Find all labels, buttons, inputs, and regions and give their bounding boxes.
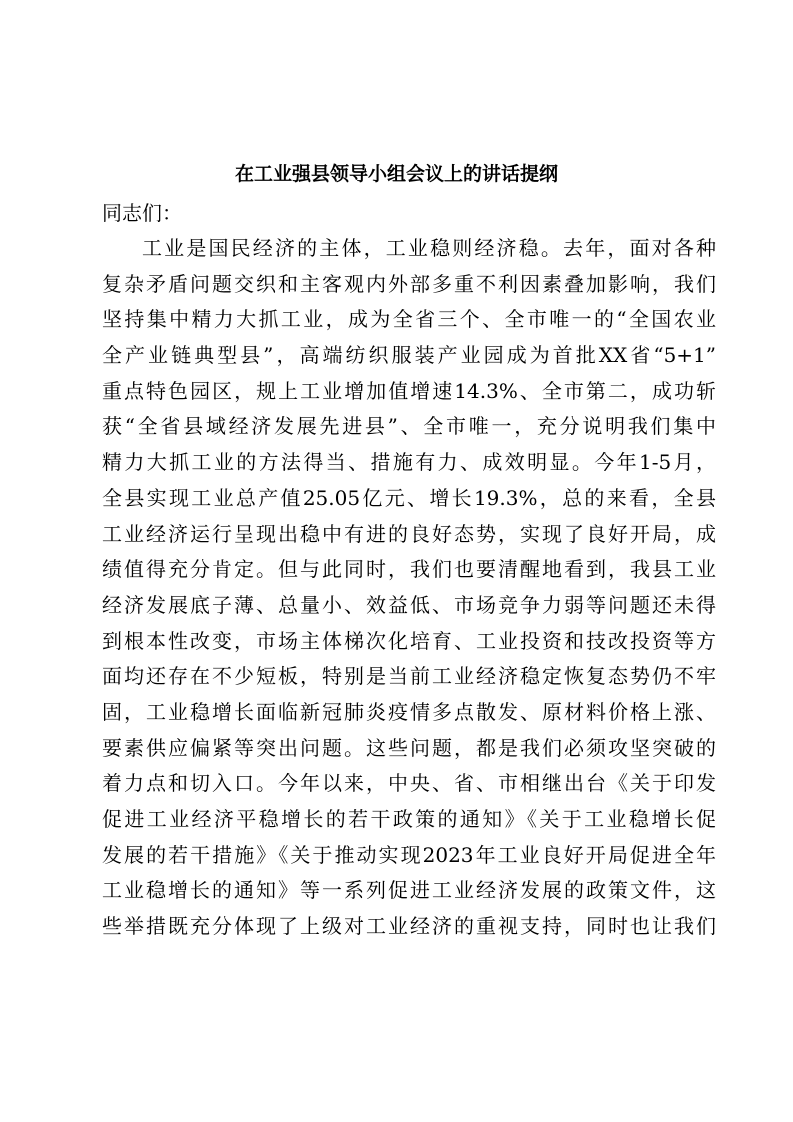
text-line: 重点特色园区，规上工业增加值增速14.3%、全市第二，成功斩 — [102, 378, 716, 403]
salutation: 同志们： — [102, 201, 182, 225]
body-paragraph — [102, 231, 716, 945]
document-title: 在工业强县领导小组会议上的讲话提纲 — [234, 163, 558, 185]
text-line: 复杂矛盾问题交织和主客观内外部多重不利因素叠加影响，我们 — [102, 271, 716, 296]
text-line: 工业稳增长的通知》等一系列促进工业经济发展的政策文件，这 — [102, 878, 716, 903]
text-line: 全产业链典型县”，高端纺织服装产业园成为首批XX省“5+1” — [102, 343, 716, 368]
text-line: 面均还存在不少短板，特别是当前工业经济稳定恢复态势仍不牢 — [102, 664, 716, 689]
text-line: 绩值得充分肯定。但与此同时，我们也要清醒地看到，我县工业 — [102, 557, 716, 582]
text-line: 要素供应偏紧等突出问题。这些问题，都是我们必须攻坚突破的 — [102, 735, 716, 760]
text-line: 到根本性改变，市场主体梯次化培育、工业投资和技改投资等方 — [102, 628, 716, 653]
text-line: 些举措既充分体现了上级对工业经济的重视支持，同时也让我们 — [102, 914, 716, 939]
text-line: 坚持集中精力大抓工业，成为全省三个、全市唯一的“全国农业 — [102, 307, 716, 332]
text-line: 精力大抓工业的方法得当、措施有力、成效明显。今年1-5月， — [102, 450, 716, 475]
text-line: 工业是国民经济的主体，工业稳则经济稳。去年，面对各种 — [142, 236, 716, 260]
text-line: 发展的若干措施》《关于推动实现2023年工业良好开局促进全年 — [102, 842, 716, 867]
text-line: 全县实现工业总产值25.05亿元、增长19.3%，总的来看，全县 — [102, 485, 716, 510]
text-line: 促进工业经济平稳增长的若干政策的通知》《关于工业稳增长促 — [102, 807, 716, 831]
text-line: 工业经济运行呈现出稳中有进的良好态势，实现了良好开局，成 — [102, 521, 716, 546]
text-line: 着力点和切入口。今年以来，中央、省、市相继出台《关于印发 — [102, 771, 716, 796]
text-line: 固，工业稳增长面临新冠肺炎疫情多点散发、原材料价格上涨、 — [102, 699, 716, 724]
text-line: 经济发展底子薄、总量小、效益低、市场竞争力弱等问题还未得 — [102, 592, 716, 617]
text-line: 获“全省县域经济发展先进县”、全市唯一，充分说明我们集中 — [102, 414, 716, 439]
